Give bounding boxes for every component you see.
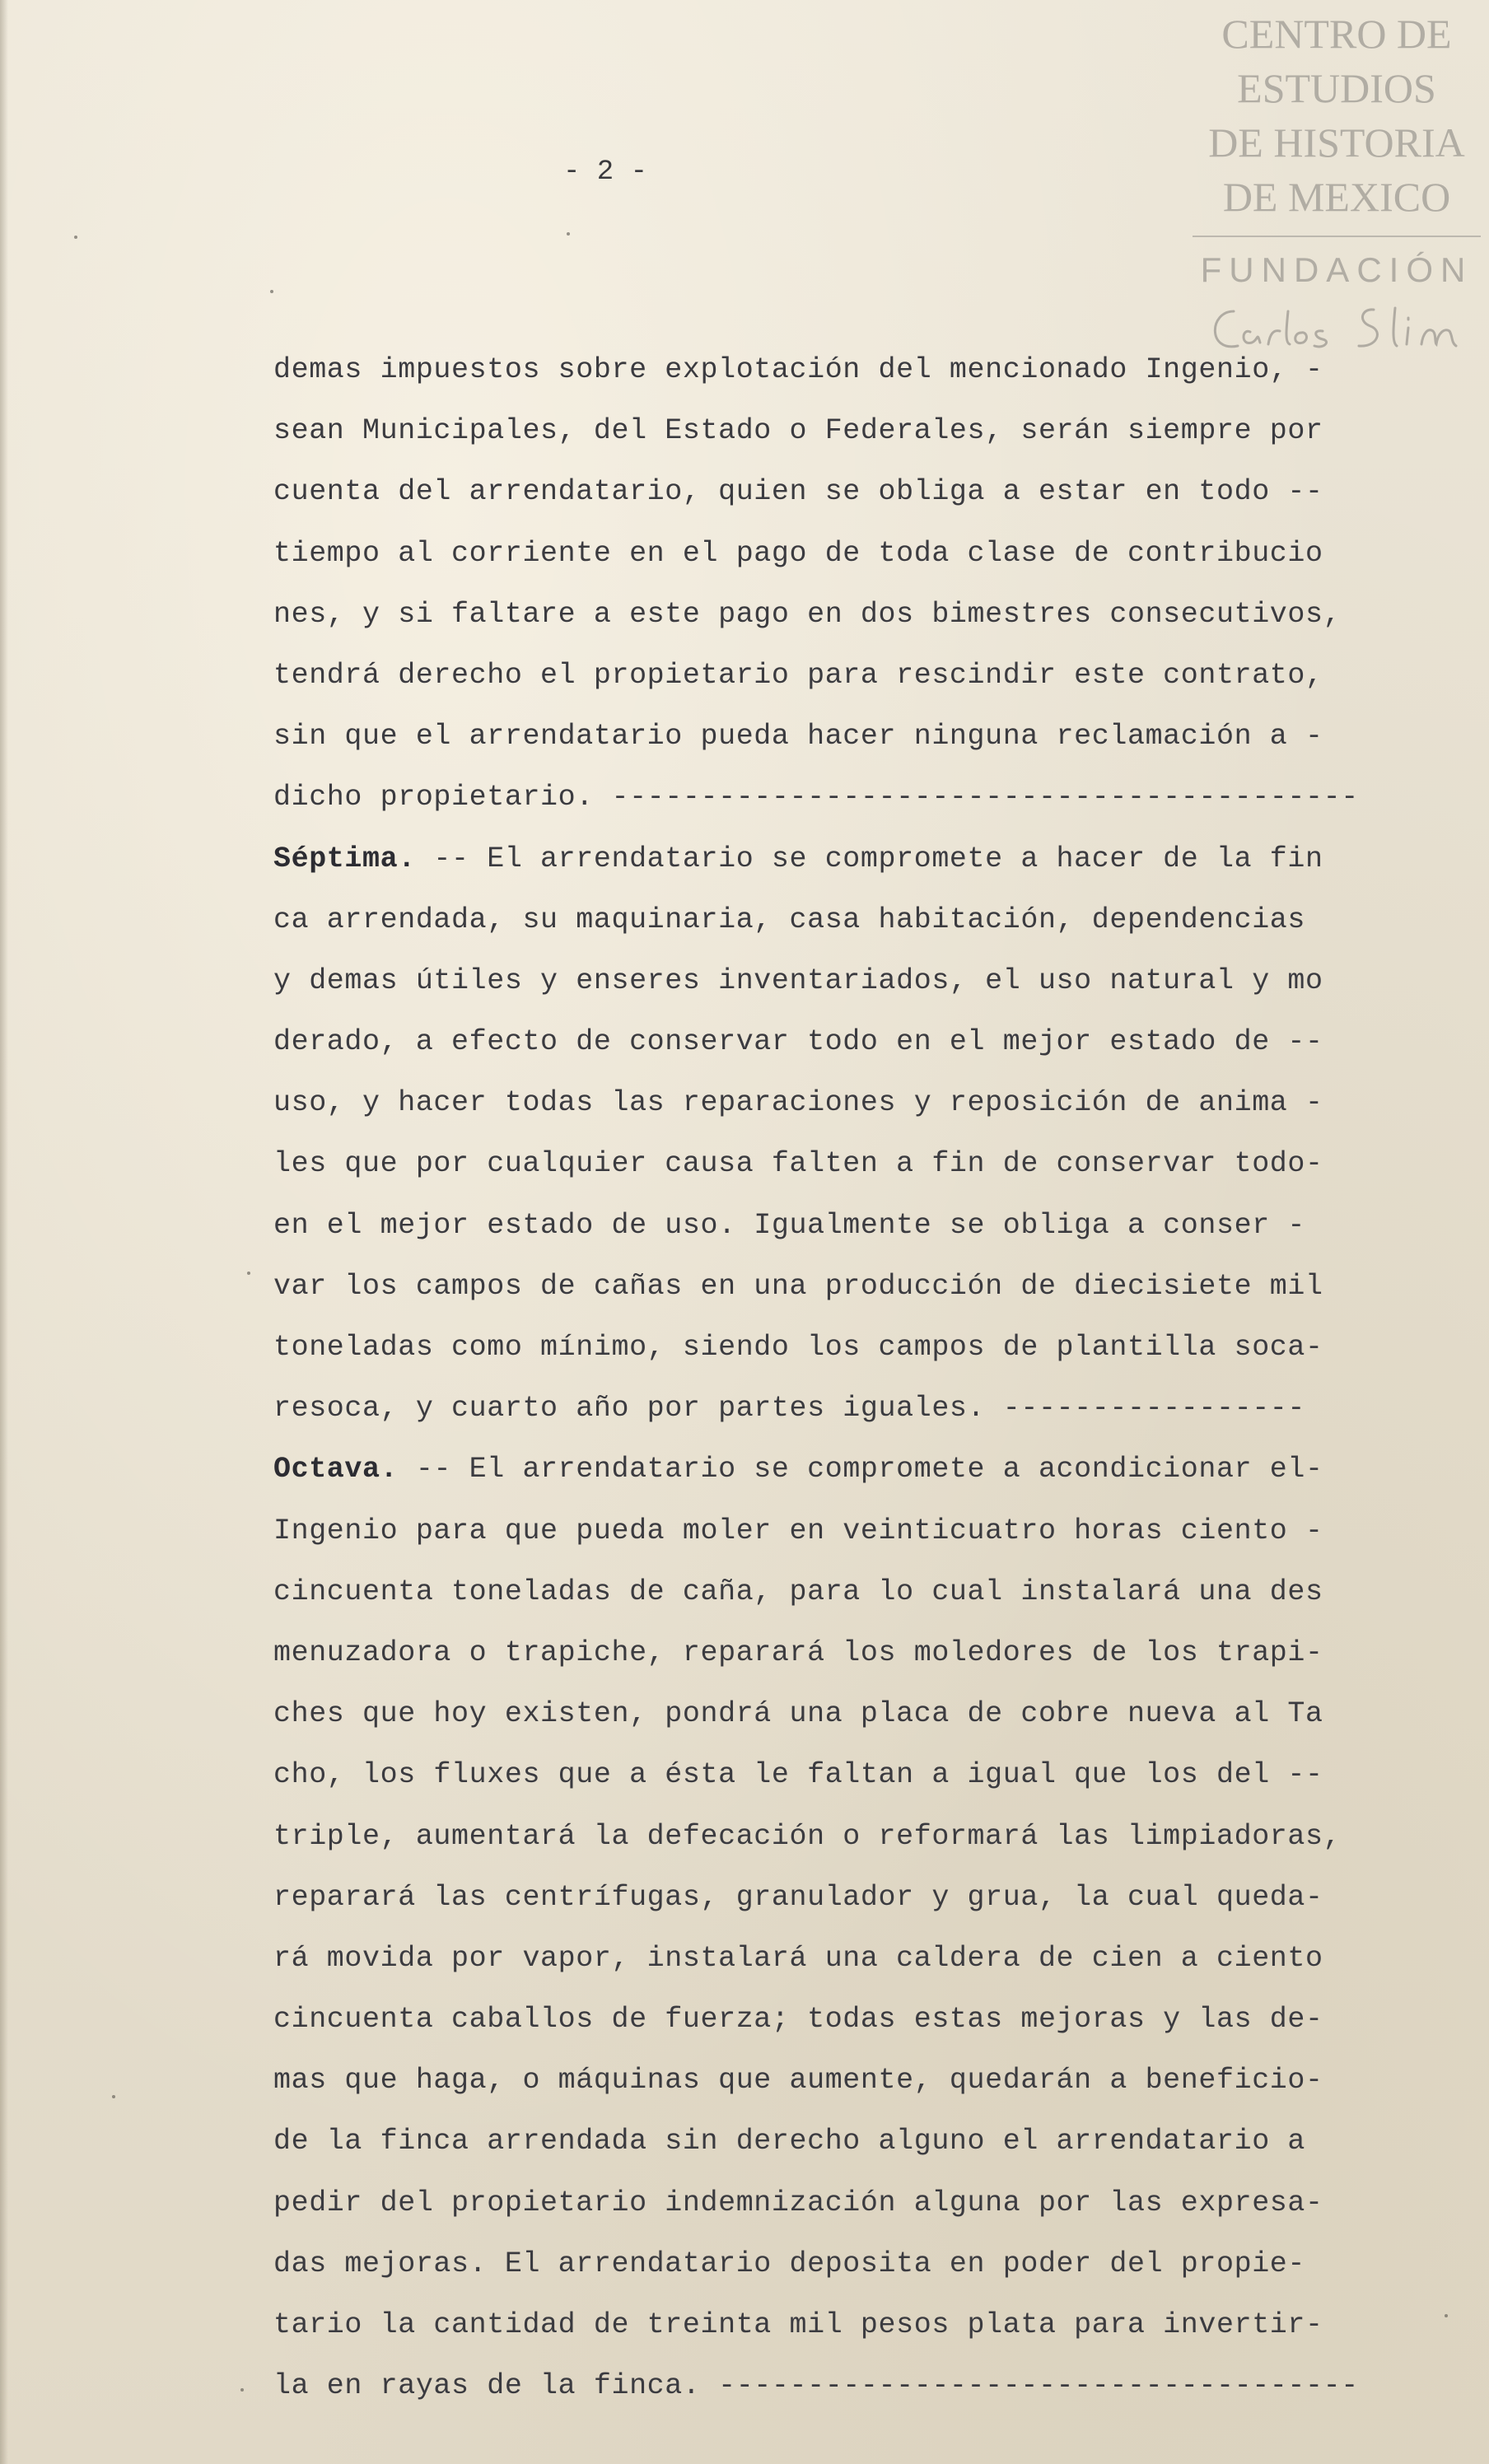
watermark-divider [1193, 236, 1481, 237]
text-line: ches que hoy existen, pondrá una placa de cobre nueva al Ta [273, 1697, 1323, 1731]
text-line: triple, aumentará la defecación o reformará las limpiadoras, [273, 1819, 1342, 1853]
text-line: pedir del propietario indemnización alguna por las expresa- [273, 2186, 1323, 2219]
watermark-line-3: DE HISTORIA [1208, 119, 1465, 166]
text-line: tendrá derecho el propietario para rescindir este contrato, [273, 658, 1323, 692]
text-line: en el mejor estado de uso. Igualmente se obliga a conser - [273, 1208, 1305, 1242]
clause-heading-octava: Octava. [273, 1453, 399, 1486]
text-line: tiempo al corriente en el pago de toda clase de contribucio [273, 536, 1323, 570]
text-line: rá movida por vapor, instalará una caldera de cien a ciento [273, 1941, 1323, 1975]
clause-heading-septima: Séptima. [273, 842, 416, 875]
typewritten-body [273, 339, 1393, 2416]
watermark-line-2: ESTUDIOS [1237, 65, 1436, 111]
text-line: ca arrendada, su maquinaria, casa habitación, dependencias [273, 903, 1305, 936]
watermark-foundation: FUNDACIÓN [1200, 250, 1473, 289]
text-line: dicho propietario. ------------------------------------------ [273, 781, 1359, 814]
text-line: cincuenta caballos de fuerza; todas estas mejoras y las de- [273, 2003, 1323, 2037]
text-line: var los campos de cañas en una producción de diecisiete mil [273, 1269, 1323, 1303]
text-line: das mejoras. El arrendatario deposita en poder del propie- [273, 2247, 1305, 2280]
text-line: demas impuestos sobre explotación del mencionado Ingenio, - [273, 353, 1323, 386]
speck [74, 236, 77, 239]
speck [240, 2388, 244, 2392]
clause-septima-first-line [273, 828, 1393, 889]
text-line: y demas útiles y enseres inventariados, el uso natural y mo [273, 964, 1323, 997]
text-line: uso, y hacer todas las reparaciones y reposición de anima - [273, 1086, 1323, 1120]
text-line: sin que el arrendatario pueda hacer ninguna reclamación a - [273, 720, 1323, 754]
text-line: tario la cantidad de treinta mil pesos plata para invertir- [273, 2308, 1323, 2341]
text-line: toneladas como mínimo, siendo los campos de plantilla soca- [273, 1331, 1323, 1364]
text-line: la en rayas de la finca. ------------------------------------ [273, 2369, 1359, 2403]
text-line: cincuenta toneladas de caña, para lo cual instalará una des [273, 1575, 1323, 1608]
text-line: cho, los fluxes que a ésta le faltan a igual que los del -- [273, 1758, 1323, 1792]
text-line: mas que haga, o máquinas que aumente, quedarán a beneficio- [273, 2064, 1323, 2098]
text-line: menuzadora o trapiche, reparará los moledores de los trapi- [273, 1636, 1323, 1669]
text-line: cuenta del arrendatario, quien se obliga a estar en todo -- [273, 475, 1323, 509]
text-line: resoca, y cuarto año por partes iguales. ----------------- [273, 1392, 1305, 1426]
text-line: nes, y si faltare a este pago en dos bimestres consecutivos, [273, 597, 1342, 631]
page-number: - 2 - [562, 156, 648, 188]
text-line: reparará las centrífugas, granulador y grua, la cual queda- [273, 1880, 1323, 1914]
text-line: de la finca arrendada sin derecho alguno el arrendatario a [273, 2125, 1305, 2158]
speck [247, 1272, 250, 1275]
speck [270, 290, 273, 293]
text-line: Ingenio para que pueda moler en veinticuatro horas ciento - [273, 1514, 1323, 1547]
speck [1445, 2314, 1448, 2317]
watermark-line-1: CENTRO DE [1221, 11, 1452, 57]
clause-octava-first-line [273, 1439, 1393, 1500]
speck [112, 2095, 115, 2098]
speck [567, 232, 570, 236]
text-line: sean Municipales, del Estado o Federales, serán siempre por [273, 414, 1323, 448]
watermark-line-4: DE MEXICO [1222, 174, 1451, 220]
text-line: les que por cualquier causa falten a fin de conservar todo- [273, 1147, 1323, 1181]
clause-octava-first-line-text: -- El arrendatario se compromete a acondicionar el- [398, 1453, 1323, 1486]
clause-septima-first-line-text: -- El arrendatario se compromete a hacer de la fin [415, 842, 1323, 875]
archive-watermark [1193, 7, 1481, 361]
text-line: derado, a efecto de conservar todo en el mejor estado de -- [273, 1025, 1323, 1059]
